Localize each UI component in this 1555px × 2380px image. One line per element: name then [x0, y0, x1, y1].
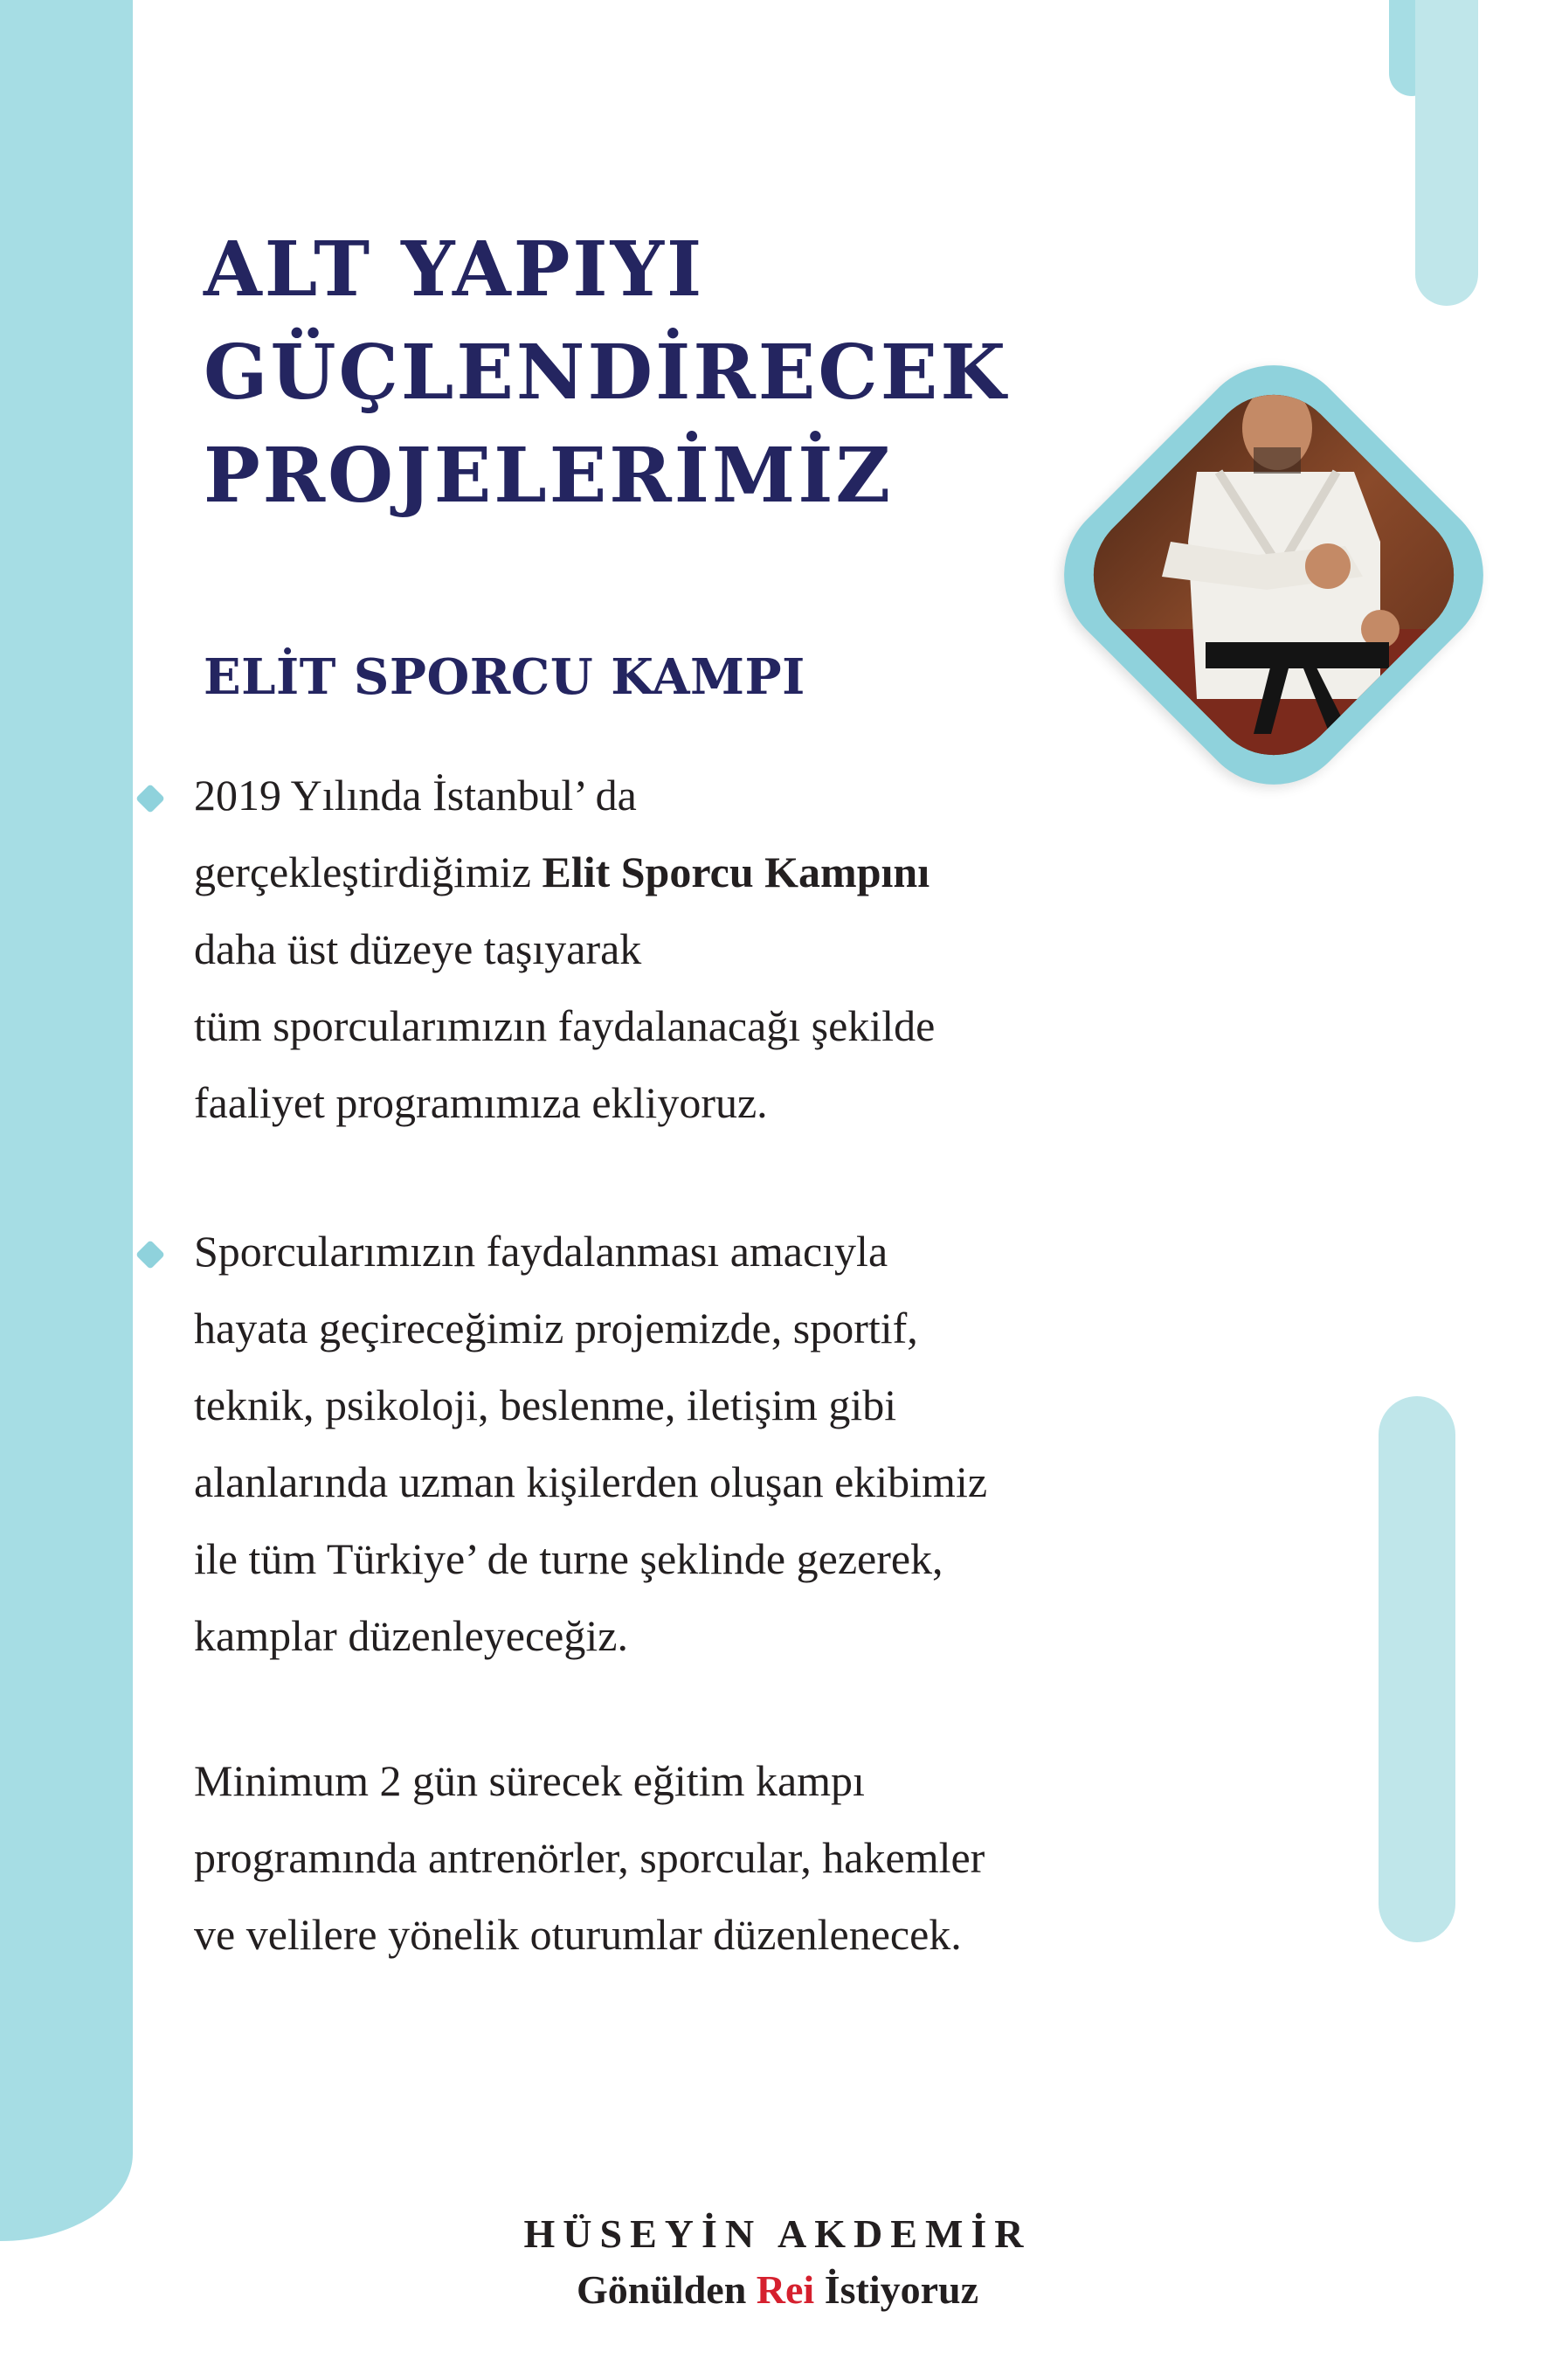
paragraph-2-line-6: kamplar düzenleyeceğiz.: [194, 1611, 628, 1660]
left-decorative-bar: [0, 0, 133, 2241]
footer-slogan-highlight: Rei: [756, 2267, 815, 2312]
footer-slogan-start: Gönülden: [576, 2267, 757, 2312]
paragraph-2: [194, 1213, 1312, 1674]
paragraph-1-line-4: tüm sporcularımızın faydalanacağı şekilde: [194, 1001, 936, 1050]
section-subtitle: ELİT SPORCU KAMPI: [204, 648, 805, 706]
paragraph-3-line-2: programında antrenörler, sporcular, hakemler: [194, 1833, 985, 1882]
paragraph-3-line-3: ve velilere yönelik oturumlar düzenlenecek.: [194, 1910, 962, 1959]
title-line-1: ALT YAPIYI: [204, 225, 705, 314]
paragraph-1-line-5: faaliyet programımıza ekliyoruz.: [194, 1078, 768, 1127]
paragraph-2-line-4: alanlarında uzman kişilerden oluşan ekibimiz: [194, 1457, 988, 1506]
page-title: [204, 218, 1008, 528]
paragraph-1-line-3: daha üst düzeye taşıyarak: [194, 924, 642, 973]
paragraph-2-line-2: hayata geçireceğimiz projemizde, sportif,: [194, 1304, 918, 1353]
bullet-diamond-icon: [135, 784, 165, 813]
title-line-3: PROJELERİMİZ: [204, 432, 894, 520]
title-line-2: GÜÇLENDİRECEK: [204, 329, 1009, 417]
paragraph-2-line-5: ile tüm Türkiye’ de turne şeklinde gezerek,: [194, 1534, 943, 1583]
karate-photo-frame: [1029, 330, 1518, 820]
paragraph-1: [194, 757, 1312, 1141]
paragraph-1-line-2-text: gerçekleştirdiğimiz: [194, 848, 543, 896]
karate-athlete-photo: [1066, 367, 1481, 782]
paragraph-1-line-2: [194, 834, 1312, 910]
footer-slogan-end: İstiyoruz: [814, 2267, 979, 2312]
karate-illustration: [1066, 367, 1481, 782]
paragraph-3: [194, 1742, 1312, 1973]
bullet-diamond-icon: [135, 1240, 165, 1270]
footer-name: HÜSEYİN AKDEMİR: [523, 2211, 1032, 2256]
paragraph-1-line-1: 2019 Yılında İstanbul’ da: [194, 771, 637, 820]
paragraph-2-line-1: Sporcularımızın faydalanması amacıyla: [194, 1227, 888, 1276]
right-side-pill: [1379, 1396, 1455, 1942]
paragraph-3-line-1: Minimum 2 gün sürecek eğitim kampı: [194, 1756, 865, 1805]
footer-slogan: [0, 2266, 1555, 2313]
paragraph-1-bold-phrase: Elit Sporcu Kampını: [542, 848, 930, 896]
top-right-pill: [1415, 0, 1478, 306]
paragraph-2-line-3: teknik, psikoloji, beslenme, iletişim gibi: [194, 1380, 897, 1429]
